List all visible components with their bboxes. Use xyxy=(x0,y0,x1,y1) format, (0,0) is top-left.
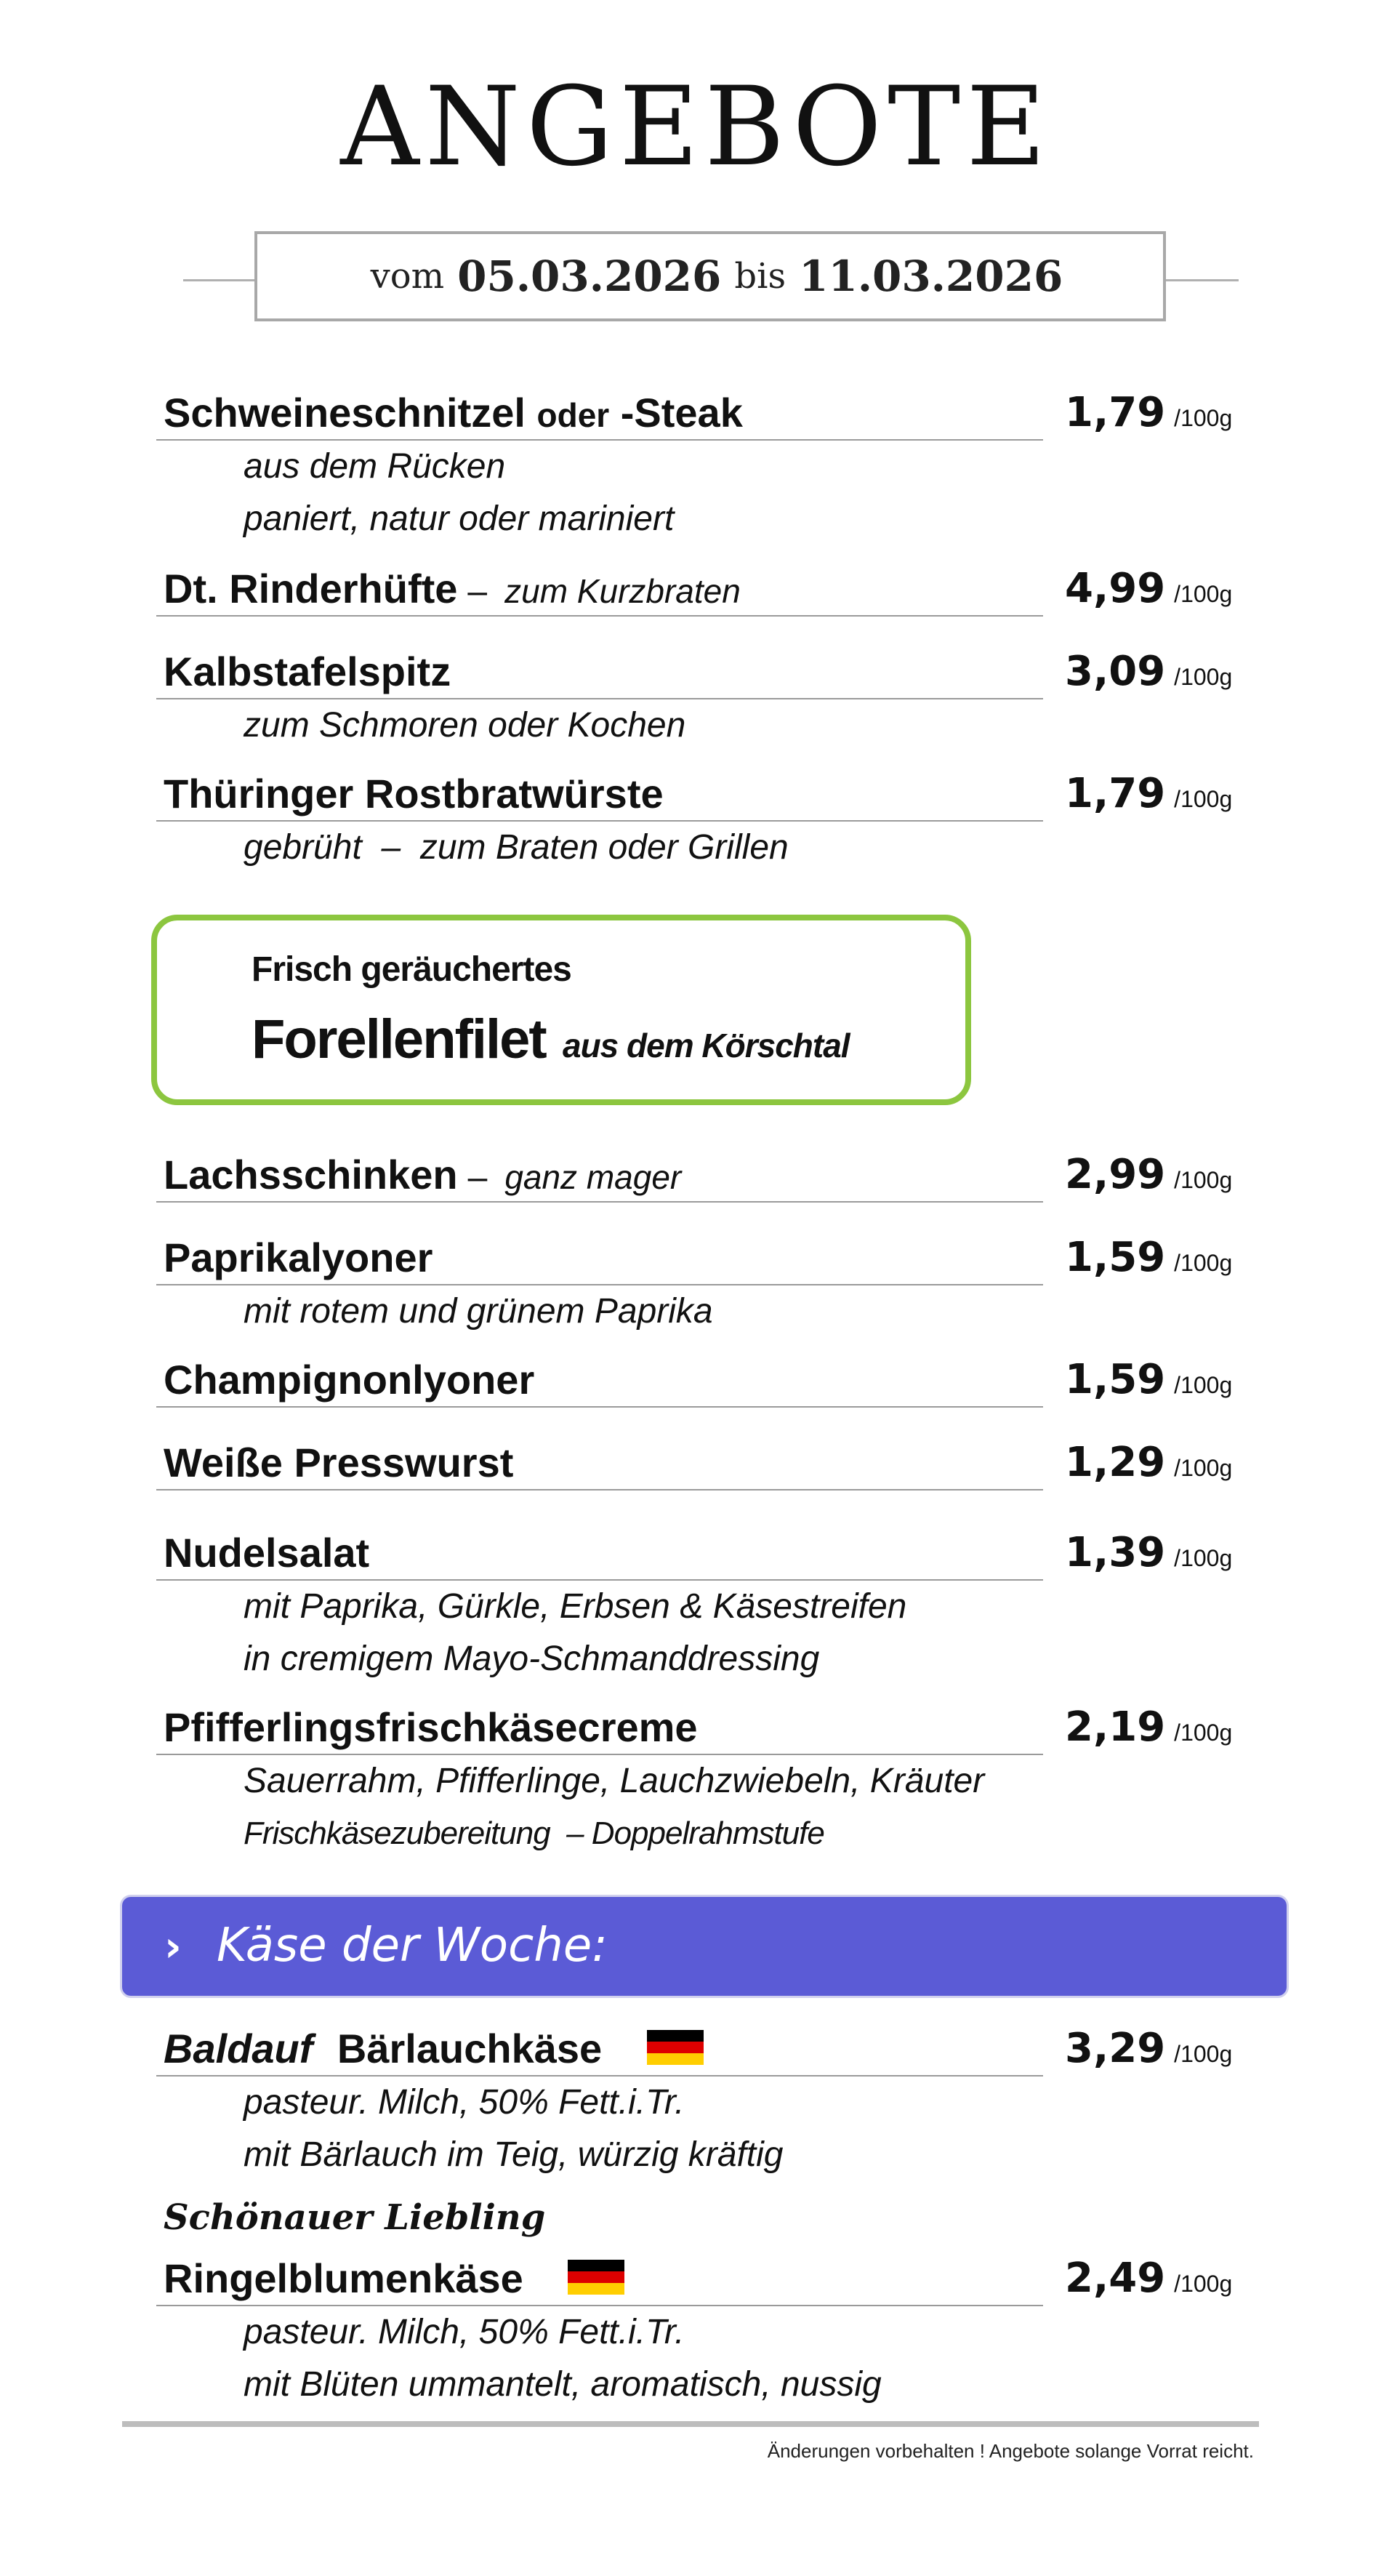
offer-item xyxy=(156,644,1276,752)
item-description: mit Blüten ummantelt, aromatisch, nussig xyxy=(244,2365,882,2404)
offer-item xyxy=(156,1525,1276,1685)
price-value: 2,49 xyxy=(1065,2255,1166,2302)
flag-stripe-black xyxy=(647,2030,704,2042)
price-unit: /100g xyxy=(1174,1455,1233,1481)
item-name-text: Bärlauchkäse xyxy=(337,2026,603,2071)
item-description: pasteur. Milch, 50% Fett.i.Tr. xyxy=(244,2083,685,2122)
item-name-text: Ringelblumenkäse xyxy=(164,2255,523,2301)
item-price xyxy=(1065,389,1319,436)
price-value: 1,79 xyxy=(1065,770,1166,817)
cheese-of-week-banner xyxy=(122,1897,1287,1996)
price-unit: /100g xyxy=(1174,1167,1233,1193)
item-price xyxy=(1065,2255,1319,2302)
item-description: in cremigem Mayo-Schmanddressing xyxy=(244,1640,820,1678)
item-divider xyxy=(156,1284,1043,1285)
item-name-text-2: -Steak xyxy=(620,390,743,436)
offer-item xyxy=(156,1230,1276,1338)
item-description: gebrüht – zum Braten oder Grillen xyxy=(244,828,789,867)
fish-highlight-box xyxy=(151,915,971,1105)
offer-item xyxy=(156,385,1276,545)
cheese-brand: Schönauer Liebling xyxy=(164,2197,546,2238)
item-description: paniert, natur oder mariniert xyxy=(244,499,675,538)
fish-line-2: Forellenfilet xyxy=(252,1008,546,1070)
price-value: 3,29 xyxy=(1065,2025,1166,2072)
price-value: 2,19 xyxy=(1065,1704,1166,1751)
item-name: Thüringer Rostbratwürste xyxy=(164,771,664,816)
price-value: 1,39 xyxy=(1065,1529,1166,1576)
item-price xyxy=(1065,770,1319,817)
item-name: Weiße Presswurst xyxy=(164,1440,514,1485)
date-to: 11.03.2026 xyxy=(799,252,1063,301)
offer-item xyxy=(156,1352,1276,1408)
item-price xyxy=(1065,1234,1319,1281)
cheese-item xyxy=(156,2251,1276,2411)
item-name-text: Dt. Rinderhüfte xyxy=(164,566,458,611)
flag-stripe-red xyxy=(647,2042,704,2053)
date-range-box xyxy=(254,231,1166,321)
item-description: mit Paprika, Gürkle, Erbsen & Käsestreifen xyxy=(244,1587,907,1626)
price-value: 1,29 xyxy=(1065,1439,1166,1486)
item-divider xyxy=(156,1754,1043,1755)
item-price xyxy=(1065,1356,1319,1403)
cheese-brand: Baldauf xyxy=(164,2026,313,2071)
item-description: mit rotem und grünem Paprika xyxy=(244,1292,713,1331)
item-name xyxy=(164,1151,681,1198)
item-divider xyxy=(156,439,1043,441)
price-value: 1,59 xyxy=(1065,1234,1166,1281)
item-name-text: Schweineschnitzel xyxy=(164,390,526,436)
price-value: 4,99 xyxy=(1065,565,1166,612)
item-name: Pfifferlingsfrischkäsecreme xyxy=(164,1704,698,1750)
item-name xyxy=(164,389,743,436)
price-unit: /100g xyxy=(1174,1250,1233,1276)
flag-stripe-black xyxy=(568,2260,624,2271)
price-unit: /100g xyxy=(1174,664,1233,690)
price-value: 2,99 xyxy=(1065,1151,1166,1198)
item-description: mit Bärlauch im Teig, würzig kräftig xyxy=(244,2135,784,2174)
item-divider xyxy=(156,1406,1043,1408)
german-flag-icon xyxy=(647,2030,704,2065)
item-name xyxy=(164,2025,704,2072)
price-unit: /100g xyxy=(1174,2041,1233,2067)
offer-item xyxy=(156,766,1276,874)
item-name-text: Lachsschinken xyxy=(164,1152,458,1197)
item-divider xyxy=(156,615,1043,617)
item-price xyxy=(1065,1529,1319,1576)
fish-line-1: Frisch geräuchertes xyxy=(252,950,571,989)
item-price xyxy=(1065,648,1319,695)
price-unit: /100g xyxy=(1174,405,1233,431)
offer-item xyxy=(156,1435,1276,1490)
offer-item xyxy=(156,1700,1276,1860)
offer-item xyxy=(156,1147,1276,1203)
item-price xyxy=(1065,2025,1319,2072)
item-price xyxy=(1065,565,1319,612)
date-from-label: vom xyxy=(370,256,445,297)
date-divider-right xyxy=(1164,279,1239,281)
item-divider xyxy=(156,2075,1043,2077)
item-description: Frischkäsezubereitung – Doppelrahmstufe xyxy=(244,1815,824,1851)
cheese-item xyxy=(156,2021,1276,2181)
date-divider-left xyxy=(183,279,256,281)
item-divider xyxy=(156,698,1043,699)
item-name xyxy=(164,2255,624,2302)
date-from: 05.03.2026 xyxy=(457,252,722,301)
item-description: aus dem Rücken xyxy=(244,447,506,486)
item-name xyxy=(164,565,741,612)
chevron-right-icon: › xyxy=(164,1922,182,1971)
page-title: ANGEBOTE xyxy=(340,64,1052,190)
item-name: Champignonlyoner xyxy=(164,1357,535,1403)
flag-stripe-gold xyxy=(568,2283,624,2295)
price-unit: /100g xyxy=(1174,2271,1233,2297)
item-separator: – xyxy=(467,572,488,611)
item-description: Sauerrahm, Pfifferlinge, Lauchzwiebeln, Kräuter xyxy=(244,1762,985,1800)
item-description: pasteur. Milch, 50% Fett.i.Tr. xyxy=(244,2313,685,2351)
item-price xyxy=(1065,1439,1319,1486)
price-unit: /100g xyxy=(1174,786,1233,812)
flag-stripe-red xyxy=(568,2271,624,2283)
price-unit: /100g xyxy=(1174,1545,1233,1571)
item-divider xyxy=(156,1579,1043,1581)
item-note: zum Kurzbraten xyxy=(504,572,741,610)
item-name-connector: oder xyxy=(536,396,610,434)
price-value: 1,79 xyxy=(1065,389,1166,436)
item-divider xyxy=(156,1489,1043,1490)
cheese-banner-title: Käse der Woche: xyxy=(217,1919,608,1973)
footer-note: Änderungen vorbehalten ! Angebote solange Vorrat reicht. xyxy=(767,2440,1254,2462)
price-unit: /100g xyxy=(1174,581,1233,607)
item-divider xyxy=(156,2305,1043,2306)
item-name: Kalbstafelspitz xyxy=(164,649,451,694)
fish-line-3: aus dem Körschtal xyxy=(563,1027,850,1064)
item-name: Nudelsalat xyxy=(164,1530,370,1576)
offer-item xyxy=(156,561,1276,617)
flag-stripe-gold xyxy=(647,2053,704,2065)
item-divider xyxy=(156,820,1043,822)
price-unit: /100g xyxy=(1174,1372,1233,1398)
item-name: Paprikalyoner xyxy=(164,1235,433,1280)
item-separator: – xyxy=(467,1158,488,1197)
item-description: zum Schmoren oder Kochen xyxy=(244,706,686,745)
item-price xyxy=(1065,1704,1319,1751)
item-price xyxy=(1065,1151,1319,1198)
german-flag-icon xyxy=(568,2260,624,2295)
price-value: 1,59 xyxy=(1065,1356,1166,1403)
date-to-label: bis xyxy=(734,256,786,297)
price-unit: /100g xyxy=(1174,1720,1233,1746)
item-note: ganz mager xyxy=(504,1158,682,1196)
price-value: 3,09 xyxy=(1065,648,1166,695)
item-divider xyxy=(156,1201,1043,1203)
footer-divider xyxy=(122,2421,1259,2427)
